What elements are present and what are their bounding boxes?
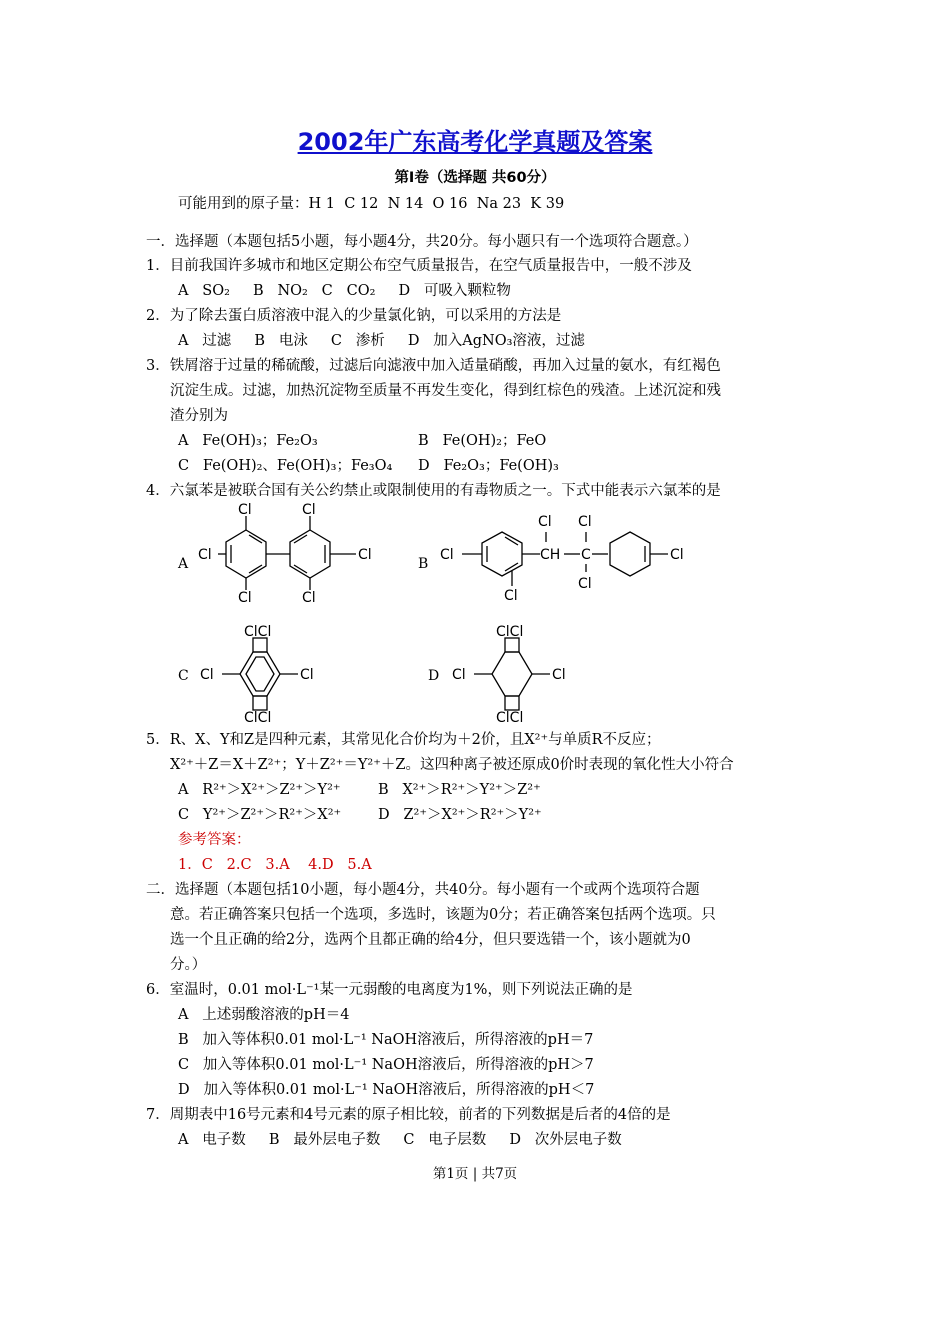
q3-option-d: D Fe₂O₃；Fe(OH)₃ <box>418 458 559 474</box>
q3-option-b: B Fe(OH)₂；FeO <box>418 433 547 449</box>
atom-cl: Cl <box>440 547 454 563</box>
structure-b-diagram <box>440 508 700 608</box>
q4-label-b: B <box>418 556 429 572</box>
atom-cl: Cl <box>198 547 212 563</box>
atom-cl: Cl <box>452 667 466 683</box>
q6-option-d: D 加入等体积0.01 mol·L⁻¹ NaOH溶液后，所得溶液的pH＜7 <box>178 1082 595 1098</box>
q5-option-a: A R²⁺＞X²⁺＞Z²⁺＞Y²⁺ <box>178 782 341 798</box>
structure-c-diagram <box>200 622 330 726</box>
page-footer: 第1页 | 共7页 <box>432 1166 518 1182</box>
atom-cl: Cl <box>552 667 566 683</box>
q7-stem: 7．周期表中16号元素和4号元素的原子相比较，前者的下列数据是后者的4倍的是 <box>146 1107 671 1123</box>
q1-options: A SO₂ B NO₂ C CO₂ D 可吸入颗粒物 <box>178 283 511 299</box>
atom-clcl: ClCl <box>496 710 524 726</box>
atom-cl: Cl <box>578 514 592 530</box>
atom-cl: Cl <box>670 547 684 563</box>
q7-options: A 电子数 B 最外层电子数 C 电子层数 D 次外层电子数 <box>178 1132 622 1148</box>
atom-clcl: ClCl <box>244 710 272 726</box>
atom-ch: CH <box>540 547 561 563</box>
document-title[interactable]: 2002年广东高考化学真题及答案 <box>297 128 653 156</box>
part2-intro-line2: 意。若正确答案只包括一个选项，多选时，该题为0分；若正确答案包括两个选项。只 <box>170 907 716 923</box>
atom-cl: Cl <box>504 588 518 604</box>
q3-option-c: C Fe(OH)₂、Fe(OH)₃；Fe₃O₄ <box>178 458 393 474</box>
part2-intro-line1: 二．选择题（本题包括10小题，每小题4分，共40分。每小题有一个或两个选项符合题 <box>146 882 700 898</box>
answer-label: 参考答案： <box>178 832 251 848</box>
structure-d-diagram <box>452 622 582 726</box>
atom-cl: Cl <box>300 667 314 683</box>
q3-option-a: A Fe(OH)₃；Fe₂O₃ <box>178 433 318 449</box>
atom-cl: Cl <box>538 514 552 530</box>
atom-cl: Cl <box>358 547 372 563</box>
part1-intro: 一．选择题（本题包括5小题，每小题4分，共20分。每小题只有一个选项符合题意。） <box>146 234 698 250</box>
q4-label-c: C <box>178 668 189 684</box>
q4-stem: 4．六氯苯是被联合国有关公约禁止或限制使用的有毒物质之一。下式中能表示六氯苯的是 <box>146 483 721 499</box>
q6-option-b: B 加入等体积0.01 mol·L⁻¹ NaOH溶液后，所得溶液的pH＝7 <box>178 1032 594 1048</box>
q1-stem: 1．目前我国许多城市和地区定期公布空气质量报告，在空气质量报告中，一般不涉及 <box>146 258 692 274</box>
structure-a-diagram <box>198 500 398 610</box>
atom-c: C <box>581 547 591 563</box>
atomic-masses: 可能用到的原子量：H 1 C 12 N 14 O 16 Na 23 K 39 <box>178 196 565 212</box>
q5-option-d: D Z²⁺＞X²⁺＞R²⁺＞Y²⁺ <box>378 807 542 823</box>
q6-option-c: C 加入等体积0.01 mol·L⁻¹ NaOH溶液后，所得溶液的pH＞7 <box>178 1057 594 1073</box>
q4-label-a: A <box>178 556 189 572</box>
q2-stem: 2．为了除去蛋白质溶液中混入的少量氯化钠，可以采用的方法是 <box>146 308 562 324</box>
atom-cl: Cl <box>578 576 592 592</box>
part2-intro-line4: 分。） <box>170 957 207 973</box>
q4-label-d: D <box>428 668 440 684</box>
section-heading: 第Ⅰ卷（选择题 共60分） <box>394 170 556 186</box>
q3-stem-line2: 沉淀生成。过滤，加热沉淀物至质量不再发生变化，得到红棕色的残渣。上述沉淀和残 <box>170 383 721 399</box>
atom-cl: Cl <box>200 667 214 683</box>
q2-options: A 过滤 B 电泳 C 渗析 D 加入AgNO₃溶液，过滤 <box>178 333 585 349</box>
atom-cl: Cl <box>238 502 252 518</box>
answer-values: 1．C 2.C 3.A 4.D 5.A <box>178 857 372 873</box>
q6-stem: 6．室温时，0.01 mol·L⁻¹某一元弱酸的电离度为1%，则下列说法正确的是 <box>146 982 633 998</box>
q5-option-b: B X²⁺＞R²⁺＞Y²⁺＞Z²⁺ <box>378 782 541 798</box>
atom-clcl: ClCl <box>496 624 524 640</box>
atom-cl: Cl <box>302 590 316 606</box>
q3-stem-line3: 渣分别为 <box>170 408 228 424</box>
q5-stem-line2: X²⁺＋Z＝X＋Z²⁺；Y＋Z²⁺＝Y²⁺＋Z。这四种离子被还原成0价时表现的氧化性大小符合 <box>170 757 734 773</box>
q5-option-c: C Y²⁺＞Z²⁺＞R²⁺＞X²⁺ <box>178 807 342 823</box>
part2-intro-line3: 选一个且正确的给2分，选两个且都正确的给4分，但只要选错一个，该小题就为0 <box>170 932 691 948</box>
q6-option-a: A 上述弱酸溶液的pH＝4 <box>178 1007 350 1023</box>
q3-stem-line1: 3．铁屑溶于过量的稀硫酸，过滤后向滤液中加入适量硝酸，再加入过量的氨水，有红褐色 <box>146 358 721 374</box>
atom-cl: Cl <box>302 502 316 518</box>
atom-clcl: ClCl <box>244 624 272 640</box>
atom-cl: Cl <box>238 590 252 606</box>
q5-stem-line1: 5．R、X、Y和Z是四种元素，其常见化合价均为＋2价，且X²⁺与单质R不反应； <box>146 732 661 748</box>
